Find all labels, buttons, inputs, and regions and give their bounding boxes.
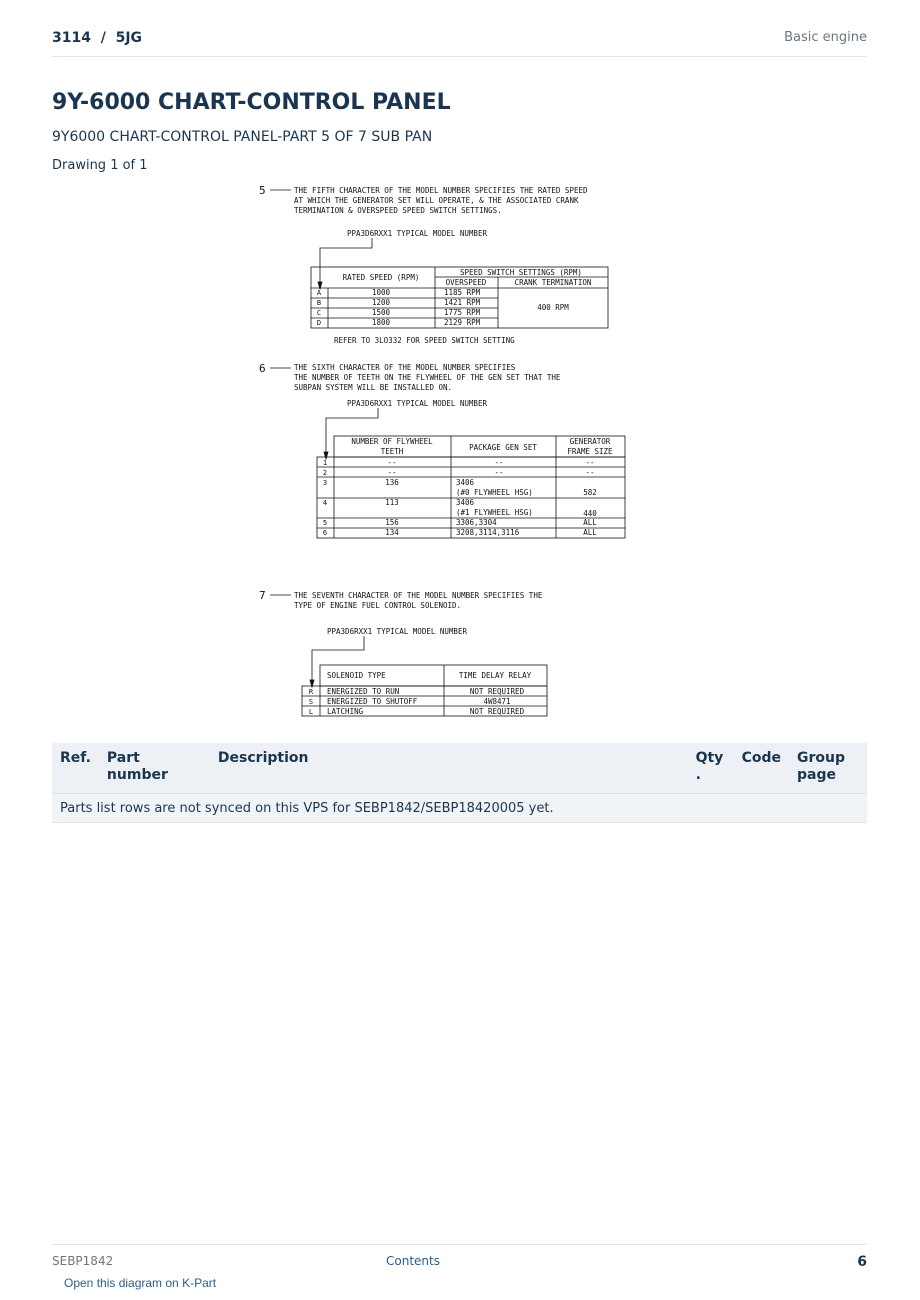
s7-row-relay: NOT REQUIRED bbox=[469, 687, 525, 696]
s6-row-frame: 582 bbox=[583, 488, 597, 497]
col-group-page: Group page bbox=[789, 743, 867, 794]
table-row bbox=[52, 794, 867, 823]
s6-row-teeth: -- bbox=[387, 468, 397, 477]
col-description: Description bbox=[210, 743, 688, 794]
document-id: SEBP1842 bbox=[52, 1254, 114, 1268]
col-code: Code bbox=[734, 743, 789, 794]
s6-row-code: 4 bbox=[322, 499, 328, 507]
s6-row-code: 1 bbox=[322, 459, 328, 467]
col-qty: Qty . bbox=[688, 743, 734, 794]
s6-row-code: 3 bbox=[322, 479, 328, 487]
s6-row-teeth: 113 bbox=[385, 498, 399, 507]
col-ref: Ref. bbox=[52, 743, 99, 794]
open-kpart-link[interactable]: Open this diagram on K-Part bbox=[64, 1276, 217, 1290]
s6-col-frame: GENERATOR bbox=[569, 437, 611, 446]
page-number: 6 bbox=[857, 1254, 867, 1270]
s5-row-speed: 1800 bbox=[371, 318, 391, 327]
section-label: Basic engine bbox=[784, 30, 867, 45]
s5-row-overspeed: 2129 RPM bbox=[444, 318, 481, 327]
s7-text-line: THE SEVENTH CHARACTER OF THE MODEL NUMBER SPECIFIES THE bbox=[294, 591, 543, 600]
s7-row-code: L bbox=[308, 708, 314, 716]
s6-row-package: (#1 FLYWHEEL HSG) bbox=[456, 508, 533, 517]
s5-row-speed: 1200 bbox=[371, 298, 391, 307]
s6-row-teeth: 136 bbox=[385, 478, 399, 487]
s6-text-line: THE SIXTH CHARACTER OF THE MODEL NUMBER SPECIFIES bbox=[294, 363, 516, 372]
s5-col-crank: CRANK TERMINATION bbox=[514, 278, 592, 287]
s5-row-speed: 1000 bbox=[371, 288, 391, 297]
s6-row-code: 5 bbox=[322, 519, 328, 527]
breadcrumb: 3114 / 5JG bbox=[52, 30, 143, 46]
s7-row-code: S bbox=[308, 698, 314, 706]
s6-row-code: 6 bbox=[322, 529, 328, 537]
contents-link[interactable]: Contents bbox=[386, 1254, 440, 1268]
s5-model-number: PPA3D6RXX1 TYPICAL MODEL NUMBER bbox=[347, 229, 487, 238]
s6-row-frame: 440 bbox=[583, 509, 597, 518]
s5-text-line: THE FIFTH CHARACTER OF THE MODEL NUMBER SPECIFIES THE RATED SPEED bbox=[294, 186, 588, 195]
s6-row-package: -- bbox=[494, 468, 504, 477]
s5-row-code: C bbox=[316, 309, 322, 317]
s6-row-frame: ALL bbox=[583, 528, 597, 537]
callout-7: 7 bbox=[259, 589, 266, 602]
s6-col-teeth: NUMBER OF FLYWHEEL bbox=[351, 437, 433, 446]
s7-row-relay: 4W8471 bbox=[483, 697, 511, 706]
s6-row-package: 3208,3114,3116 bbox=[456, 528, 520, 537]
s6-row-package: 3406 bbox=[456, 498, 475, 507]
s5-row-code: D bbox=[316, 319, 322, 327]
s6-row-package: -- bbox=[494, 458, 504, 467]
s5-text-line: TERMINATION & OVERSPEED SPEED SWITCH SETTINGS. bbox=[294, 206, 502, 215]
s7-row-relay: NOT REQUIRED bbox=[469, 707, 525, 716]
s6-row-frame: -- bbox=[585, 458, 595, 467]
s6-col-package: PACKAGE GEN SET bbox=[469, 443, 537, 452]
page-title: 9Y-6000 CHART-CONTROL PANEL bbox=[52, 90, 451, 115]
s7-col-solenoid: SOLENOID TYPE bbox=[327, 671, 386, 680]
s6-row-code: 2 bbox=[322, 469, 328, 477]
s7-row-solenoid: ENERGIZED TO SHUTOFF bbox=[327, 697, 418, 706]
s6-row-package: (#0 FLYWHEEL HSG) bbox=[456, 488, 533, 497]
drawing-count-label: Drawing 1 of 1 bbox=[52, 158, 148, 173]
s5-col-switch: SPEED SWITCH SETTINGS (RPM) bbox=[460, 268, 582, 277]
s6-row-teeth: 156 bbox=[385, 518, 399, 527]
col-part-number: Part number bbox=[99, 743, 210, 794]
s5-row-code: B bbox=[316, 299, 322, 307]
parts-list-table bbox=[52, 743, 867, 823]
s7-row-solenoid: LATCHING bbox=[327, 707, 364, 716]
s7-row-code: R bbox=[308, 688, 314, 696]
s6-row-frame: -- bbox=[585, 468, 595, 477]
page-subtitle: 9Y6000 CHART-CONTROL PANEL-PART 5 OF 7 SUB PAN bbox=[52, 129, 433, 145]
s6-row-teeth: 134 bbox=[385, 528, 399, 537]
s6-col-teeth: TEETH bbox=[380, 447, 404, 456]
s6-text-line: THE NUMBER OF TEETH ON THE FLYWHEEL OF THE GEN SET THAT THE bbox=[294, 373, 561, 382]
page-footer bbox=[52, 1244, 867, 1275]
s6-row-package: 3306,3304 bbox=[456, 518, 497, 527]
s5-row-speed: 1500 bbox=[371, 308, 391, 317]
s5-text-line: AT WHICH THE GENERATOR SET WILL OPERATE, & THE ASSOCIATED CRANK bbox=[294, 196, 579, 205]
parts-diagram[interactable] bbox=[240, 178, 680, 724]
s7-model-number: PPA3D6RXX1 TYPICAL MODEL NUMBER bbox=[327, 627, 467, 636]
s7-col-relay: TIME DELAY RELAY bbox=[458, 671, 532, 680]
callout-5: 5 bbox=[259, 184, 266, 197]
s6-model-number: PPA3D6RXX1 TYPICAL MODEL NUMBER bbox=[347, 399, 487, 408]
s6-text-line: SUBPAN SYSTEM WILL BE INSTALLED ON. bbox=[294, 383, 453, 392]
s6-row-frame: ALL bbox=[583, 518, 597, 527]
parts-table-header-row bbox=[52, 743, 867, 794]
s6-row-teeth: -- bbox=[387, 458, 397, 467]
callout-6: 6 bbox=[259, 362, 266, 375]
s6-row-package: 3406 bbox=[456, 478, 475, 487]
s5-refer-note: REFER TO 3LO332 FOR SPEED SWITCH SETTING bbox=[334, 336, 515, 345]
s5-row-overspeed: 1775 RPM bbox=[444, 308, 481, 317]
s5-col-rated-speed: RATED SPEED (RPM) bbox=[342, 273, 420, 282]
s5-row-overspeed: 1421 RPM bbox=[444, 298, 481, 307]
s5-row-code: A bbox=[316, 289, 322, 297]
s5-col-overspeed: OVERSPEED bbox=[445, 278, 487, 287]
s7-row-solenoid: ENERGIZED TO RUN bbox=[327, 687, 400, 696]
s6-col-frame: FRAME SIZE bbox=[567, 447, 613, 456]
s7-text-line: TYPE OF ENGINE FUEL CONTROL SOLENOID. bbox=[294, 601, 462, 610]
parts-sync-notice: Parts list rows are not synced on this VPS for SEBP1842/SEBP18420005 yet. bbox=[52, 794, 867, 823]
s5-crank-value: 400 RPM bbox=[537, 303, 569, 312]
page-header bbox=[52, 28, 867, 57]
s5-row-overspeed: 1185 RPM bbox=[444, 288, 481, 297]
